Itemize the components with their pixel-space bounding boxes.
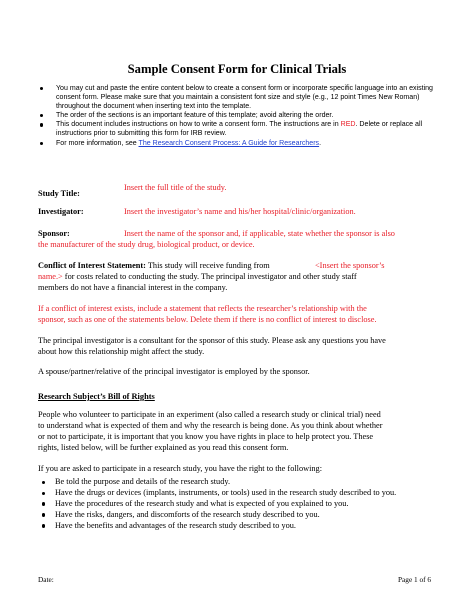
instruction-item bbox=[38, 120, 438, 138]
conflict-line2 bbox=[38, 272, 357, 283]
instruction-item bbox=[38, 111, 438, 120]
conflict-line2-text: for costs related to conducting the study. The principal investigator and other study staff bbox=[62, 272, 357, 281]
investigator-label: Investigator: bbox=[38, 207, 84, 216]
instructions-list bbox=[38, 84, 438, 148]
right-item: Be told the purpose and details of the research study. bbox=[38, 477, 438, 488]
study-title-label: Study Title: bbox=[38, 189, 80, 198]
rights-intro: If you are asked to participate in a research study, you have the right to the following: bbox=[38, 464, 322, 473]
right-item: Have the drugs or devices (implants, instruments, or tools) used in the research study described to you. bbox=[38, 488, 438, 499]
bill-intro-line2: to understand what is expected of them and why the research is being done. As you think about whether bbox=[38, 421, 383, 430]
conflict-line3: members do not have a financial interest in the company. bbox=[38, 283, 228, 292]
conflict-line1-text: This study will receive funding from bbox=[145, 261, 270, 270]
investigator-value: Insert the investigator’s name and his/her hospital/clinic/organization. bbox=[124, 207, 356, 216]
instruction-text: The order of the sections is an important feature of this template; avoid altering the order. bbox=[56, 112, 334, 120]
bill-intro-line4: rights, listed below, will be further explained as you read this consent form. bbox=[38, 443, 289, 452]
instruction-text: For more information, see bbox=[56, 139, 139, 147]
pi-consultant-line2: about how this relationship might affect the study. bbox=[38, 347, 205, 356]
sponsor-label: Sponsor: bbox=[38, 229, 70, 238]
instruction-item bbox=[38, 139, 438, 148]
rights-list bbox=[38, 477, 438, 532]
bill-intro-line1: People who volunteer to participate in an experiment (also called a research study or clinical trial) need bbox=[38, 410, 381, 419]
study-title-row bbox=[38, 183, 80, 201]
conflict-sponsor-placeholder: <Insert the sponsor’s bbox=[315, 261, 385, 270]
pi-consultant-line1: The principal investigator is a consultant for the sponsor of this study. Please ask any questions you have bbox=[38, 336, 386, 345]
footer-page-number: Page 1 of 6 bbox=[398, 575, 432, 584]
conflict-instruction-line2: sponsor, such as one of the statements below. Delete them if there is no conflict of interest to disclose. bbox=[38, 315, 377, 324]
right-item: Have the procedures of the research study and what is expected of you explained to you. bbox=[38, 499, 438, 510]
footer-date-label: Date: bbox=[38, 575, 54, 584]
study-title-value: Insert the full title of the study. bbox=[124, 183, 227, 192]
instruction-text: You may cut and paste the entire content below to create a consent form or incorporate specific language into an existing consent form. Please make sure that you maintain a consistent font size and style (e.g., 12 point Times New Roman) throughout the document when inserting text into the template. bbox=[56, 85, 433, 111]
right-item: Have the risks, dangers, and discomforts of the research study described to you. bbox=[38, 510, 438, 521]
research-consent-guide-link[interactable]: The Research Consent Process: A Guide for Researchers bbox=[138, 139, 320, 147]
right-item: Have the benefits and advantages of the research study described to you. bbox=[38, 521, 438, 532]
document-title: Sample Consent Form for Clinical Trials bbox=[127, 62, 347, 76]
instruction-text: This document includes instructions on how to write a consent form. The instructions are in bbox=[56, 121, 341, 129]
instruction-text: . Delete or replace all instructions prior to submitting this form for IRB review. bbox=[56, 121, 423, 138]
bill-intro-line3: or not to participate, it is important that you know you have rights in place to help protect you. These bbox=[38, 432, 374, 441]
conflict-label: Conflict of Interest Statement: bbox=[38, 261, 146, 270]
bill-of-rights-heading: Research Subject’s Bill of Rights bbox=[38, 392, 155, 401]
sponsor-value-line2: the manufacturer of the study drug, biological product, or device. bbox=[38, 240, 255, 249]
conflict-instruction-line1: If a conflict of interest exists, include a statement that reflects the researcher’s relationship with the bbox=[38, 304, 367, 313]
conflict-line1 bbox=[38, 261, 270, 272]
conflict-sponsor-placeholder-end: name.> bbox=[38, 272, 63, 281]
red-keyword: RED bbox=[340, 121, 356, 129]
instruction-item bbox=[38, 84, 438, 111]
sponsor-value-line1: Insert the name of the sponsor and, if applicable, state whether the sponsor is also bbox=[124, 229, 395, 238]
instruction-text: . bbox=[319, 139, 322, 147]
spouse-statement: A spouse/partner/relative of the principal investigator is employed by the sponsor. bbox=[38, 367, 310, 376]
